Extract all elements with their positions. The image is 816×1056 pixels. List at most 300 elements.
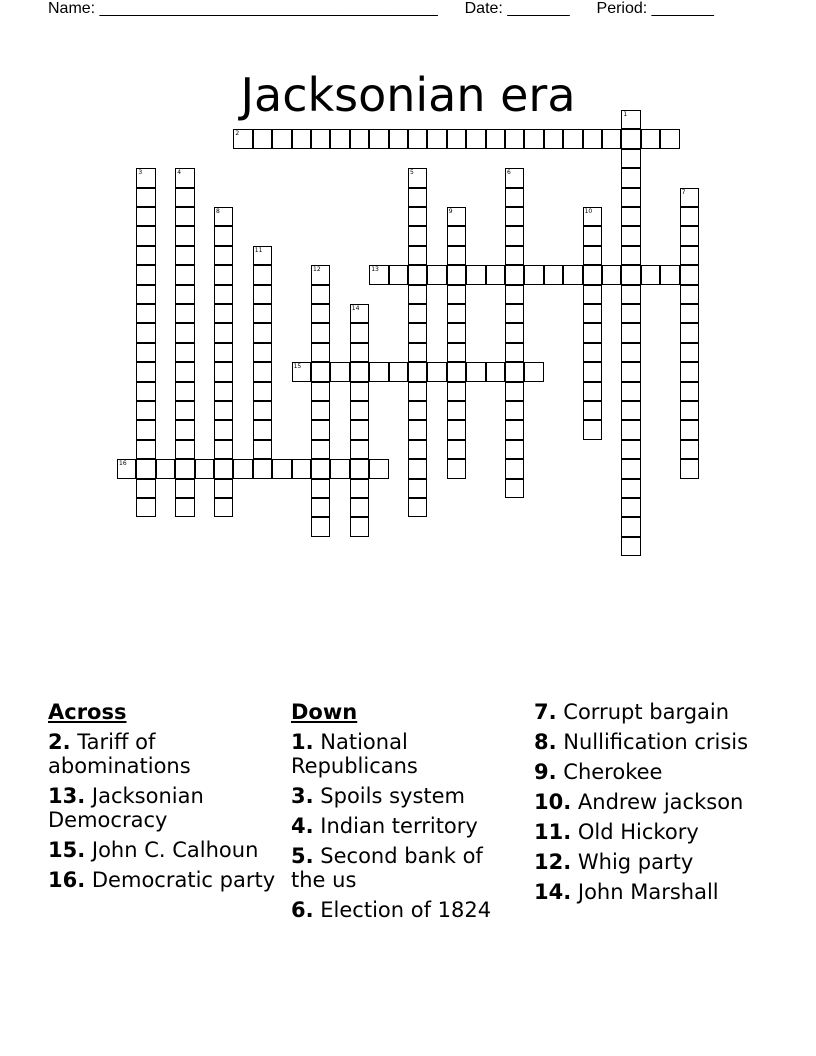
grid-cell[interactable] [544,129,563,148]
clue-number: 16. [48,868,86,892]
clue-number: 3. [291,784,314,808]
grid-cell[interactable] [641,265,660,284]
grid-cell[interactable] [330,459,349,478]
grid-cell[interactable] [505,343,524,362]
grid-cell[interactable] [447,226,466,245]
grid-cell[interactable] [583,129,602,148]
grid-cell[interactable] [369,129,388,148]
grid-cell[interactable] [505,129,524,148]
clue-number: 1. [291,730,314,754]
grid-cell[interactable] [583,304,602,323]
across-heading: Across [48,700,127,724]
grid-cell[interactable] [680,323,699,342]
grid-cell[interactable] [175,440,194,459]
grid-cell[interactable] [253,265,272,284]
grid-cell[interactable] [447,129,466,148]
grid-cell[interactable] [408,226,427,245]
grid-cell[interactable] [621,129,640,148]
grid-cell[interactable] [311,343,330,362]
grid-cell[interactable] [136,226,155,245]
grid-cell[interactable] [389,362,408,381]
clue-number: 9. [534,760,557,784]
grid-cell[interactable] [583,226,602,245]
grid-cell[interactable] [389,129,408,148]
clue-text: Democratic party [91,868,276,892]
grid-cell[interactable] [136,246,155,265]
cell-number: 8 [216,208,220,215]
grid-cell[interactable] [505,304,524,323]
grid-cell[interactable] [680,420,699,439]
grid-cell[interactable] [544,265,563,284]
grid-cell[interactable] [311,440,330,459]
grid-cell[interactable] [175,343,194,362]
grid-cell[interactable] [583,362,602,381]
grid-cell[interactable] [621,343,640,362]
grid-cell[interactable] [660,265,679,284]
grid-cell[interactable] [350,362,369,381]
grid-cell[interactable] [621,285,640,304]
grid-cell[interactable] [175,265,194,284]
cell-number: 4 [177,169,182,177]
clue-item [291,844,523,892]
grid-cell[interactable] [253,440,272,459]
grid-cell[interactable] [447,246,466,265]
grid-cell[interactable] [524,265,543,284]
grid-cell[interactable] [136,323,155,342]
cell-number: 2 [235,130,240,138]
grid-cell[interactable] [253,362,272,381]
grid-cell[interactable] [447,265,466,284]
grid-cell[interactable] [136,440,155,459]
grid-cell[interactable] [136,285,155,304]
grid-cell[interactable] [214,362,233,381]
grid-cell[interactable] [311,285,330,304]
grid-cell[interactable] [136,382,155,401]
grid-cell[interactable] [583,285,602,304]
grid-cell[interactable] [350,382,369,401]
grid-cell[interactable] [505,479,524,498]
clue-text: National Republicans [291,730,418,778]
grid-cell[interactable] [136,207,155,226]
grid-cell[interactable] [214,440,233,459]
down-clue-list-continued [534,700,766,904]
grid-cell[interactable] [583,401,602,420]
grid-cell[interactable] [311,498,330,517]
clue-number: 13. [48,784,86,808]
grid-cell[interactable] [175,420,194,439]
clue-item [534,850,766,874]
grid-cell[interactable] [350,304,369,323]
clue-item [48,784,280,832]
date-field[interactable]: Date: _______ [464,0,570,17]
grid-cell[interactable] [175,479,194,498]
grid-cell[interactable] [621,498,640,517]
clue-text: Corrupt bargain [563,700,730,724]
clue-number: 4. [291,814,314,838]
grid-cell[interactable] [621,265,640,284]
grid-cell[interactable] [408,459,427,478]
clue-text: Tariff of abominations [48,730,191,778]
grid-cell[interactable] [175,168,194,187]
grid-cell[interactable] [350,420,369,439]
grid-cell[interactable] [621,226,640,245]
grid-cell[interactable] [369,265,388,284]
clue-text: Old Hickory [577,820,699,844]
grid-cell[interactable] [136,168,155,187]
clue-number: 12. [534,850,572,874]
grid-cell[interactable] [621,304,640,323]
grid-cell[interactable] [175,207,194,226]
grid-cell[interactable] [408,343,427,362]
grid-cell[interactable] [408,420,427,439]
grid-cell[interactable] [505,440,524,459]
cell-number: 1 [623,111,628,118]
grid-cell[interactable] [505,401,524,420]
grid-cell[interactable] [427,129,446,148]
grid-cell[interactable] [466,129,485,148]
grid-cell[interactable] [447,459,466,478]
cell-number: 15 [293,363,302,371]
grid-cell[interactable] [447,362,466,381]
grid-cell[interactable] [447,343,466,362]
grid-cell[interactable] [621,479,640,498]
grid-cell[interactable] [505,246,524,265]
grid-cell[interactable] [350,343,369,362]
grid-cell[interactable] [233,459,252,478]
grid-cell[interactable] [253,323,272,342]
grid-cell[interactable] [447,382,466,401]
grid-cell[interactable] [253,420,272,439]
grid-cell[interactable] [175,362,194,381]
grid-cell[interactable] [408,382,427,401]
grid-cell[interactable] [621,188,640,207]
across-clue-list [48,730,280,892]
grid-cell[interactable] [214,304,233,323]
grid-cell[interactable] [408,362,427,381]
clue-item [534,700,766,724]
grid-cell[interactable] [505,285,524,304]
name-field[interactable]: Name: ______________________________________ [48,0,438,17]
grid-cell[interactable] [214,343,233,362]
grid-cell[interactable] [621,420,640,439]
grid-cell[interactable] [621,517,640,536]
clue-item [534,760,766,784]
clue-text: Jacksonian Democracy [48,784,204,832]
clue-text: John C. Calhoun [91,838,259,862]
clue-item [48,868,280,892]
grid-cell[interactable] [583,343,602,362]
grid-cell[interactable] [233,129,252,148]
down-clues-column [291,700,523,928]
grid-cell[interactable] [408,440,427,459]
grid-cell[interactable] [524,362,543,381]
grid-cell[interactable] [156,459,175,478]
grid-cell[interactable] [350,498,369,517]
grid-cell[interactable] [214,265,233,284]
clue-item [534,730,766,754]
grid-cell[interactable] [408,323,427,342]
grid-cell[interactable] [447,323,466,342]
grid-cell[interactable] [136,420,155,439]
grid-cell[interactable] [369,362,388,381]
grid-cell[interactable] [505,207,524,226]
grid-cell[interactable] [350,129,369,148]
grid-cell[interactable] [214,459,233,478]
clue-text: Election of 1824 [320,898,492,922]
clue-item [48,730,280,778]
cell-number: 10 [584,208,593,215]
grid-cell[interactable] [447,401,466,420]
grid-cell[interactable] [175,498,194,517]
grid-cell[interactable] [621,207,640,226]
grid-cell[interactable] [447,304,466,323]
grid-cell[interactable] [680,304,699,323]
grid-cell[interactable] [136,401,155,420]
grid-cell[interactable] [311,362,330,381]
grid-cell[interactable] [680,382,699,401]
grid-cell[interactable] [408,129,427,148]
grid-cell[interactable] [214,479,233,498]
clue-text: Second bank of the us [291,844,483,892]
grid-cell[interactable] [524,129,543,148]
grid-cell[interactable] [408,498,427,517]
grid-cell[interactable] [214,382,233,401]
grid-cell[interactable] [175,459,194,478]
grid-cell[interactable] [311,129,330,148]
grid-cell[interactable] [311,304,330,323]
grid-cell[interactable] [253,285,272,304]
grid-cell[interactable] [214,323,233,342]
grid-cell[interactable] [505,382,524,401]
grid-cell[interactable] [136,459,155,478]
cell-number: 3 [138,169,143,177]
clue-text: Cherokee [563,760,663,784]
grid-cell[interactable] [621,459,640,478]
grid-cell[interactable] [621,323,640,342]
grid-cell[interactable] [602,265,621,284]
grid-cell[interactable] [602,129,621,148]
grid-cell[interactable] [505,323,524,342]
grid-cell[interactable] [680,285,699,304]
grid-cell[interactable] [330,129,349,148]
grid-cell[interactable] [272,459,291,478]
grid-cell[interactable] [486,265,505,284]
grid-cell[interactable] [486,362,505,381]
grid-cell[interactable] [214,226,233,245]
clue-item [534,820,766,844]
grid-cell[interactable] [680,440,699,459]
grid-cell[interactable] [641,129,660,148]
clue-number: 14. [534,880,572,904]
grid-cell[interactable] [505,362,524,381]
cell-number: 12 [313,266,321,274]
grid-cell[interactable] [214,401,233,420]
grid-cell[interactable] [621,362,640,381]
grid-cell[interactable] [369,459,388,478]
grid-cell[interactable] [175,188,194,207]
grid-cell[interactable] [253,304,272,323]
grid-cell[interactable] [427,265,446,284]
clue-number: 15. [48,838,86,862]
grid-cell[interactable] [350,440,369,459]
grid-cell[interactable] [175,401,194,420]
grid-cell[interactable] [621,401,640,420]
grid-cell[interactable] [253,246,272,265]
grid-cell[interactable] [214,498,233,517]
grid-cell[interactable] [350,479,369,498]
clue-item [291,730,523,778]
grid-cell[interactable] [660,129,679,148]
grid-cell[interactable] [253,401,272,420]
grid-cell[interactable] [680,401,699,420]
clue-item [534,880,766,904]
grid-cell[interactable] [350,323,369,342]
grid-cell[interactable] [311,323,330,342]
grid-cell[interactable] [195,459,214,478]
down-clues-column-continued [534,700,766,910]
grid-cell[interactable] [408,285,427,304]
clue-number: 8. [534,730,557,754]
grid-cell[interactable] [408,479,427,498]
clue-number: 6. [291,898,314,922]
grid-cell[interactable] [447,207,466,226]
grid-cell[interactable] [505,168,524,187]
grid-cell[interactable] [214,285,233,304]
grid-cell[interactable] [563,265,582,284]
grid-cell[interactable] [175,323,194,342]
grid-cell[interactable] [680,343,699,362]
grid-cell[interactable] [486,129,505,148]
clue-item [291,814,523,838]
grid-cell[interactable] [253,459,272,478]
grid-cell[interactable] [350,401,369,420]
grid-cell[interactable] [311,401,330,420]
grid-cell[interactable] [505,188,524,207]
grid-cell[interactable] [408,246,427,265]
grid-cell[interactable] [505,459,524,478]
grid-cell[interactable] [253,129,272,148]
grid-cell[interactable] [408,207,427,226]
period-field[interactable]: Period: _______ [596,0,714,17]
grid-cell[interactable] [311,420,330,439]
grid-cell[interactable] [505,420,524,439]
grid-cell[interactable] [175,304,194,323]
grid-cell[interactable] [447,285,466,304]
grid-cell[interactable] [408,188,427,207]
grid-cell[interactable] [175,246,194,265]
grid-cell[interactable] [136,479,155,498]
grid-cell[interactable] [583,323,602,342]
clue-item [48,838,280,862]
grid-cell[interactable] [136,304,155,323]
grid-cell[interactable] [253,382,272,401]
grid-cell[interactable] [408,168,427,187]
grid-cell[interactable] [136,265,155,284]
grid-cell[interactable] [311,459,330,478]
grid-cell[interactable] [427,362,446,381]
grid-cell[interactable] [621,246,640,265]
grid-cell[interactable] [350,459,369,478]
cell-number: 9 [448,208,453,215]
grid-cell[interactable] [583,207,602,226]
cell-number: 13 [371,266,379,274]
grid-cell[interactable] [292,459,311,478]
clue-number: 11. [534,820,572,844]
grid-cell[interactable] [583,382,602,401]
grid-cell[interactable] [214,246,233,265]
grid-cell[interactable] [680,459,699,478]
grid-cell[interactable] [621,382,640,401]
clue-number: 10. [534,790,572,814]
grid-cell[interactable] [272,129,291,148]
grid-cell[interactable] [214,420,233,439]
grid-cell[interactable] [621,537,640,556]
grid-cell[interactable] [621,110,640,129]
clue-number: 5. [291,844,314,868]
grid-cell[interactable] [466,265,485,284]
grid-cell[interactable] [350,517,369,536]
grid-cell[interactable] [621,440,640,459]
grid-cell[interactable] [621,149,640,168]
clue-text: Whig party [577,850,694,874]
grid-cell[interactable] [583,420,602,439]
clue-number: 2. [48,730,71,754]
grid-cell[interactable] [292,362,311,381]
grid-cell[interactable] [253,343,272,362]
grid-cell[interactable] [311,382,330,401]
grid-cell[interactable] [389,265,408,284]
grid-cell[interactable] [408,304,427,323]
grid-cell[interactable] [505,226,524,245]
clue-item [291,784,523,808]
clue-item [291,898,523,922]
clue-number: 7. [534,700,557,724]
puzzle-title: Jacksonian era [240,67,576,122]
grid-cell[interactable] [680,226,699,245]
grid-cell[interactable] [136,498,155,517]
grid-cell[interactable] [408,265,427,284]
grid-cell[interactable] [175,226,194,245]
grid-cell[interactable] [621,168,640,187]
grid-cell[interactable] [680,207,699,226]
grid-cell[interactable] [311,517,330,536]
grid-cell[interactable] [680,362,699,381]
grid-cell[interactable] [583,265,602,284]
grid-cell[interactable] [330,362,349,381]
grid-cell[interactable] [175,285,194,304]
grid-cell[interactable] [311,479,330,498]
grid-cell[interactable] [466,362,485,381]
grid-cell[interactable] [136,362,155,381]
grid-cell[interactable] [447,420,466,439]
grid-cell[interactable] [311,265,330,284]
grid-cell[interactable] [117,459,136,478]
grid-cell[interactable] [583,246,602,265]
grid-cell[interactable] [214,207,233,226]
grid-cell[interactable] [505,265,524,284]
grid-cell[interactable] [175,382,194,401]
clue-text: Spoils system [320,784,465,808]
grid-cell[interactable] [563,129,582,148]
grid-cell[interactable] [292,129,311,148]
grid-cell[interactable] [680,188,699,207]
grid-cell[interactable] [136,188,155,207]
grid-cell[interactable] [447,440,466,459]
grid-cell[interactable] [136,343,155,362]
grid-cell[interactable] [680,246,699,265]
grid-cell[interactable] [408,401,427,420]
grid-cell[interactable] [680,265,699,284]
